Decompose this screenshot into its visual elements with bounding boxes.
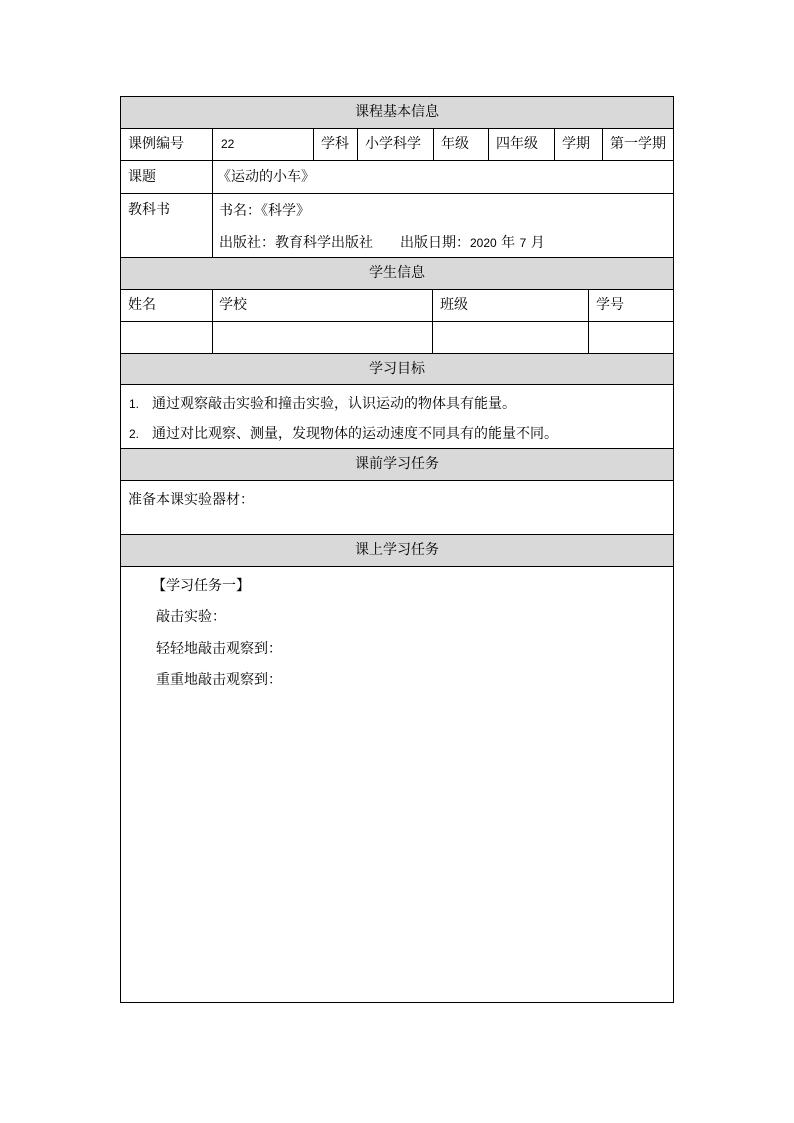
student-label-row: [121, 290, 673, 322]
grade-value: 四年级: [488, 129, 554, 160]
task-one-title: 【学习任务一】: [152, 578, 250, 594]
publish-month: 7: [519, 236, 527, 250]
term-value: 第一学期: [602, 129, 673, 160]
publish-year-unit: 年: [501, 235, 516, 251]
goal-text: 通过观察敲击实验和撞击实验，认识运动的物体具有能量。: [152, 396, 516, 412]
student-info-title: 学生信息: [369, 265, 425, 281]
student-id-label: 学号: [588, 290, 673, 321]
pre-task-title: 课前学习任务: [355, 456, 439, 472]
goal-item: [129, 393, 516, 413]
name-label: 姓名: [128, 297, 156, 313]
goal-number: 2.: [129, 427, 140, 441]
topic-row: [121, 161, 673, 194]
publish-year: 2020: [470, 236, 497, 250]
lesson-no-label: 课例编号: [128, 136, 184, 152]
grade-label: 年级: [433, 129, 488, 160]
publish-date-prefix: 出版日期：: [400, 235, 470, 251]
class-label: 班级: [432, 290, 588, 321]
in-class-task-content: [121, 567, 673, 1002]
task-line: 重重地敲击观察到：: [156, 672, 282, 688]
in-class-task-title: 课上学习任务: [355, 542, 439, 558]
task-line: 敲击实验：: [156, 609, 226, 625]
lesson-no-value: 22: [212, 129, 313, 160]
student-info-header: [121, 258, 673, 290]
topic-label: 课题: [128, 169, 156, 185]
goal-item: [129, 423, 558, 443]
task-line: 轻轻地敲击观察到：: [156, 641, 282, 657]
course-meta-row: [121, 129, 673, 161]
in-class-task-header: [121, 535, 673, 567]
goal-number: 1.: [129, 397, 140, 411]
student-id-field[interactable]: [588, 322, 673, 353]
textbook-details: [212, 194, 673, 257]
goals-header: [121, 354, 673, 385]
publish-month-unit: 月: [530, 235, 545, 251]
school-field[interactable]: [212, 322, 432, 353]
student-value-row: [121, 322, 673, 354]
school-label: 学校: [212, 290, 432, 321]
book-name: 书名：《科学》: [219, 203, 310, 219]
course-info-title: 课程基本信息: [355, 104, 439, 120]
lesson-form: [120, 96, 674, 1003]
course-info-header: [121, 97, 673, 129]
textbook-row: [121, 194, 673, 258]
class-field[interactable]: [432, 322, 588, 353]
goals-title: 学习目标: [369, 361, 425, 377]
term-label: 学期: [554, 129, 602, 160]
pre-task-text: 准备本课实验器材：: [128, 492, 254, 508]
name-field[interactable]: [121, 322, 212, 353]
publish-date: [400, 232, 545, 252]
subject-label: 学科: [313, 129, 357, 160]
textbook-label: 教科书: [128, 202, 170, 218]
topic-value: 《运动的小车》: [212, 161, 673, 193]
goals-content: [121, 385, 673, 449]
pre-task-content: [121, 481, 673, 535]
subject-value: 小学科学: [357, 129, 433, 160]
pre-task-header: [121, 449, 673, 481]
publisher: 出版社：教育科学出版社: [219, 235, 373, 251]
goal-text: 通过对比观察、测量，发现物体的运动速度不同具有的能量不同。: [152, 426, 558, 442]
